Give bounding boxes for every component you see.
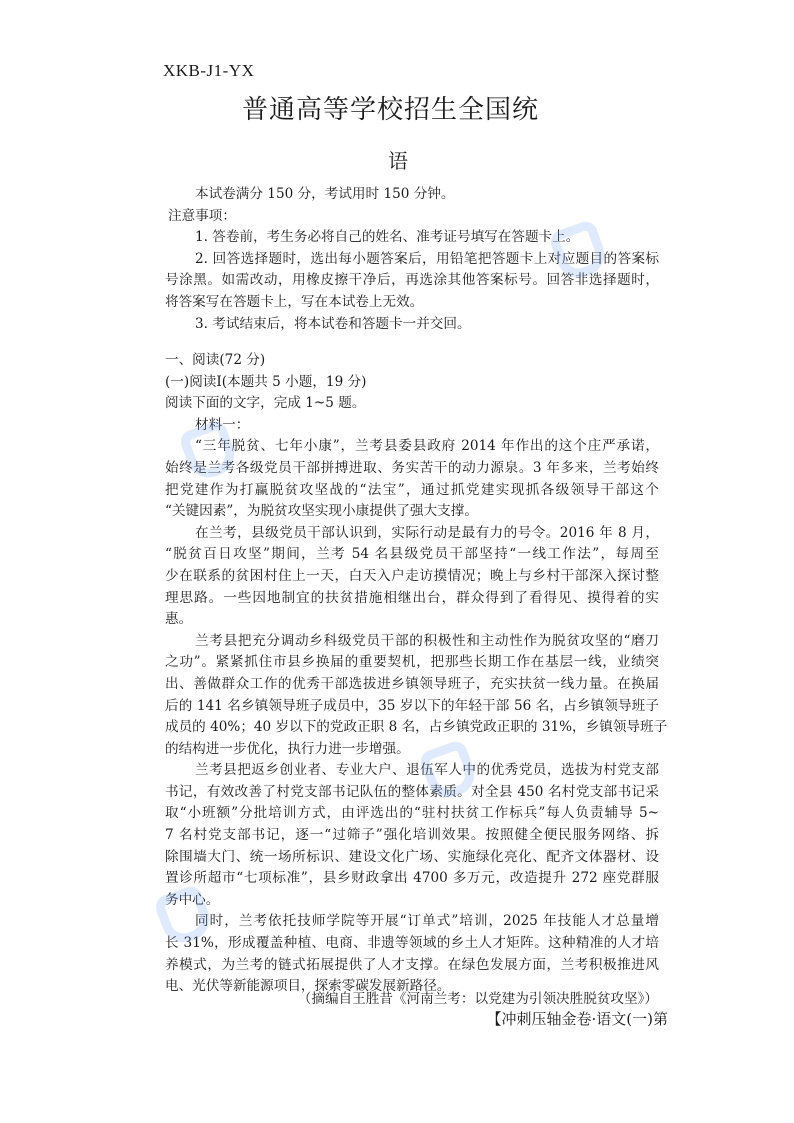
text-line: 后的 141 名乡镇领导班子成员中，35 岁以下的年轻干部 56 名，占乡镇领导班子 [165,697,659,714]
reading-section [165,350,668,998]
text-line: 兰考县把返乡创业者、专业大户、退伍军人中的优秀党员，选拔为村党支部 [195,762,659,779]
page-footer: 【冲刺压轴金卷·语文(一)第 [486,1010,668,1028]
text-line: 同时，兰考依托技师学院等开展“订单式”培训，2025 年技能人才总量增 [195,913,659,930]
text-line: 出、善做群众工作的优秀干部选拔进乡镇领导班子，充实扶贫一线力量。在换届 [165,675,659,692]
text-line: 阅读下面的文字，完成 1~5 题。 [165,395,366,412]
text-line: 理思路。一些因地制宜的扶贫措施相继出台，群众得到了看得见、摸得着的实 [165,589,659,606]
exam-code: XKB-J1-YX [163,61,255,80]
text-line: (一)阅读Ⅰ(本题共 5 小题，19 分) [165,373,367,390]
text-line: 养模式，为兰考的链式拓展提供了人才支撑。在绿色发展方面，兰考积极推进风 [165,956,659,973]
text-line: 注意事项： [168,207,236,224]
text-line: 少在联系的贫困村住上一天，白天入户走访摸情况；晚上与乡村干部深入探讨整 [165,567,659,584]
text-line: 1. 答卷前，考生务必将自己的姓名、准考证号填写在答题卡上。 [195,229,580,246]
text-line: 惠。 [165,611,193,628]
text-line: 7 名村党支部书记，逐一“过筛子”强化培训效果。按照健全便民服务网络、拆 [165,827,659,844]
text-line: 除围墙大门、统一场所标识、建设文化广场、实施绿化亮化、配齐文体器材、设 [165,848,659,865]
text-line: 电、光伏等新能源项目，探索零碳发展新路径。 [165,978,451,995]
text-line: 成员的 40%；40 岁以下的党政正职 8 名，占乡镇党政正职的 31%，乡镇领导班子 [165,719,668,736]
text-line: 本试卷满分 150 分，考试用时 150 分钟。 [195,186,455,202]
text-line: 之功”。紧紧抓住市县乡换届的重要契机，把那些长期工作在基层一线，业绩突 [165,654,659,671]
text-line: 将答案写在答题卡上，写在本试卷上无效。 [165,293,424,310]
text-line: 把党建作为打赢脱贫攻坚战的“法宝”，通过抓党建实现抓各级领导干部这个 [165,481,659,498]
text-line: 取“小班额”分批培训方式，由评选出的“驻村扶贫工作标兵”每人负责辅导 5~ [165,805,659,822]
text-line: 3. 考试结束后，将本试卷和答题卡一并交回。 [195,315,471,332]
text-line: 务中心。 [165,891,220,908]
text-line: 始终是兰考各级党员干部拼搏进取、务实苦干的动力源泉。3 年多来，兰考始终 [165,459,659,476]
text-line: 置诊所超市“七项标准”，县乡财政拿出 4700 多万元，改造提升 272 座党群服 [165,870,659,887]
text-line: 兰考县把充分调动乡科级党员干部的积极性和主动性作为脱贫攻坚的“磨刀 [195,632,659,649]
source-citation: （摘编自王胜昔《河南兰考：以党建为引领决胜脱贫攻坚》） [297,991,658,1007]
text-line: 2. 回答选择题时，选出每小题答案后，用铅笔把答题卡上对应题目的答案标 [195,250,659,267]
text-line: 的结构进一步优化，执行力进一步增强。 [165,740,410,757]
text-line: “三年脱贫、七年小康”，兰考县委县政府 2014 年作出的这个庄严承诺， [195,438,659,455]
subject-title: 语 [388,149,408,173]
text-line: 长 31%，形成覆盖种植、电商、非遗等领域的乡土人才矩阵。这种精准的人才培 [165,935,659,952]
text-line: 号涂黑。如需改动，用橡皮擦干净后，再选涂其他答案标号。回答非选择题时， [165,272,659,289]
text-line: 在兰考，县级党员干部认识到，实际行动是最有力的号令。2016 年 8 月， [195,524,659,541]
text-line: “脱贫百日攻坚”期间，兰考 54 名县级党员干部坚持“一线工作法”，每周至 [165,546,659,563]
page-title: 普通高等学校招生全国统 [242,95,540,125]
text-line: 材料一： [195,416,250,433]
text-line: 一、阅读(72 分) [165,352,266,368]
text-line: “关键因素”，为脱贫攻坚实现小康提供了强大支撑。 [165,503,478,520]
text-line: 书记，有效改善了村党支部书记队伍的整体素质。对全县 450 名村党支部书记采 [165,783,659,800]
